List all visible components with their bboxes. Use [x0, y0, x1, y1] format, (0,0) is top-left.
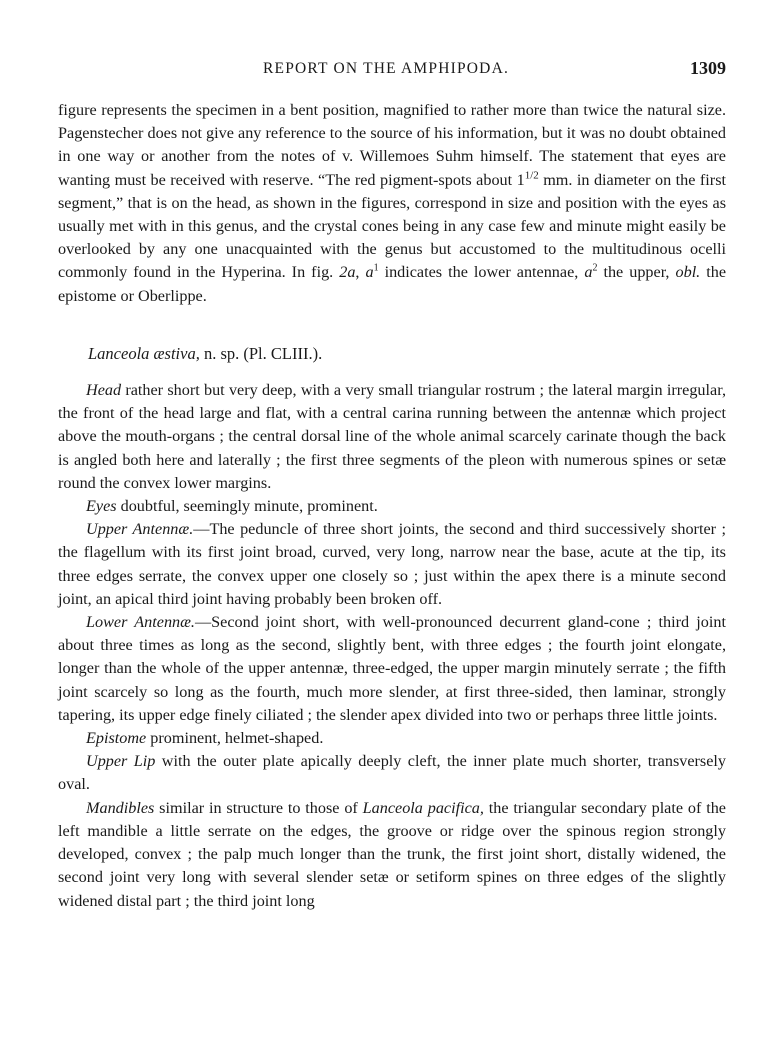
intro-text-6: the epistome or Oberlippe.	[58, 263, 727, 305]
epistome-paragraph	[58, 727, 726, 750]
mandibles-species-reference: Lanceola pacifica,	[362, 798, 484, 817]
mandibles-paragraph	[58, 797, 726, 913]
upper-antennae-paragraph	[58, 518, 726, 611]
species-heading	[58, 342, 726, 365]
intro-text-5: the upper,	[597, 263, 676, 282]
symbol-a1: a	[365, 263, 374, 282]
intro-text-2: mm. in diameter on the first segment,” that is on the head, as shown in the figures, correspond in size and position with the eyes as usually met with in this genus, and the crystal cones being in any case few and minute might easily be overlooked by any one unacquainted with the genus but accustomed to the multitudinous ocelli commonly found in the Hyperina. In fig.	[58, 170, 726, 282]
symbol-a2: a	[584, 263, 593, 282]
lower-antennae-text: —Second joint short, with well-pronounced decurrent gland-cone ; third joint about three times as long as the second, slightly bent, with three edges ; the fourth joint elongate, longer than the whole of the upper antennæ, three-edged, the upper margin minutely serrate ; the fifth joint scarcely so long as the fourth, much more slender, at first three-sided, then laminar, strongly tapering, its upper edge finely ciliated ; the slender apex divided into two or perhaps three little joints.	[58, 613, 726, 724]
intro-text-1: figure represents the specimen in a bent position, magnified to rather more than twice the natural size. Pagenstecher does not give any reference to the source of his information, but it was no doubt obtained in one way or another from the notes of v. Willemoes Suhm himself. The statement that eyes are wanting must be received with reserve. “The red pigment-spots about 1	[58, 101, 726, 189]
lower-antennae-label: Lower Antennæ.	[86, 613, 195, 632]
body-text	[58, 99, 726, 913]
figure-reference: 2a	[339, 263, 356, 282]
eyes-paragraph	[58, 495, 726, 518]
mandibles-text-2: the triangular secondary plate of the left mandible a little serrate on the edges, the groove or ridge over the spinous region strongly developed, convex ; the palp much longer than the trunk, the first joint short, distally widened, the second joint very long with several slender setæ or setiform spines on three edges of the slightly widened distal part ; the third joint long	[58, 798, 726, 910]
upper-antennae-label: Upper Antennæ.	[86, 520, 194, 539]
symbol-a2-superscript: 2	[592, 263, 598, 275]
running-title: REPORT ON THE AMPHIPODA.	[263, 60, 510, 77]
head-text: rather short but very deep, with a very small triangular rostrum ; the lateral margin irregular, the front of the head large and flat, with a central carina running between the antennæ which project above the mouth-organs ; the central dorsal line of the whole animal scarcely carinate though the back is angled both here and laterally ; the first three segments of the pleon with numerous spines or setæ round the convex lower margins.	[58, 381, 726, 492]
epistome-label: Epistome	[86, 729, 147, 748]
symbol-a1-superscript: 1	[373, 263, 379, 275]
symbol-obl: obl.	[675, 263, 701, 282]
head-label: Head	[86, 381, 122, 400]
species-descriptor: n. sp. (Pl. CLIII.).	[199, 343, 323, 363]
fraction-half: 1/2	[524, 169, 539, 182]
intro-text-3: ,	[355, 263, 366, 282]
upper-lip-text: with the outer plate apically deeply cleft, the inner plate much shorter, transversely oval.	[58, 752, 726, 794]
intro-text-4: indicates the lower antennae,	[378, 263, 585, 282]
upper-lip-paragraph	[58, 750, 726, 796]
species-name: Lanceola æstiva,	[88, 343, 200, 363]
lower-antennae-paragraph	[58, 611, 726, 727]
running-head	[58, 58, 726, 82]
upper-antennae-text: —The peduncle of three short joints, the second and third successively shorter ; the flagellum with its first joint broad, curved, very long, narrow near the base, acute at the tip, its three edges serrate, the convex upper one closely so ; just within the apex there is a minute second joint, an apical third joint having probably been broken off.	[58, 520, 726, 608]
eyes-label: Eyes	[86, 497, 117, 516]
head-paragraph	[58, 379, 726, 495]
epistome-text: prominent, helmet-shaped.	[146, 729, 324, 748]
eyes-text: doubtful, seemingly minute, prominent.	[116, 497, 378, 516]
mandibles-label: Mandibles	[86, 798, 155, 817]
intro-paragraph	[58, 99, 726, 308]
mandibles-text-1: similar in structure to those of	[154, 798, 363, 817]
upper-lip-label: Upper Lip	[86, 752, 156, 771]
page-number: 1309	[690, 58, 726, 78]
